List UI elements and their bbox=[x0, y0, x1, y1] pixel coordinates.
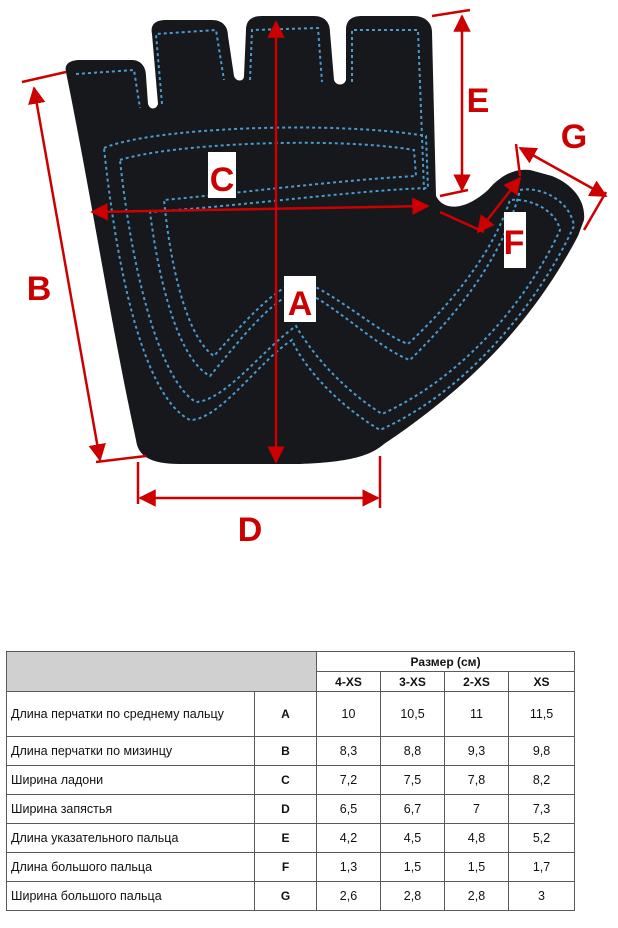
measure-value: 7,5 bbox=[381, 766, 445, 795]
measure-name: Длина перчатки по мизинцу bbox=[7, 737, 255, 766]
label-a: A bbox=[287, 285, 313, 323]
measure-letter: A bbox=[255, 692, 317, 737]
measure-value: 4,5 bbox=[381, 824, 445, 853]
label-b: B bbox=[26, 270, 52, 308]
measure-value: 2,8 bbox=[381, 882, 445, 911]
header-blank bbox=[7, 652, 317, 692]
measure-name: Ширина запястья bbox=[7, 795, 255, 824]
label-e: E bbox=[466, 82, 490, 120]
measure-value: 7 bbox=[445, 795, 509, 824]
table-row bbox=[7, 882, 575, 911]
measure-value: 10,5 bbox=[381, 692, 445, 737]
measure-letter: B bbox=[255, 737, 317, 766]
table-row bbox=[7, 737, 575, 766]
measure-value: 9,8 bbox=[509, 737, 575, 766]
size-group-header: Размер (см) bbox=[317, 652, 575, 672]
table-row bbox=[7, 824, 575, 853]
size-chart-table bbox=[6, 651, 575, 911]
label-g: G bbox=[560, 118, 588, 156]
label-c: C bbox=[209, 161, 235, 199]
measure-name: Ширина ладони bbox=[7, 766, 255, 795]
measure-letter: G bbox=[255, 882, 317, 911]
size-header: 2-XS bbox=[445, 672, 509, 692]
measure-value: 8,3 bbox=[317, 737, 381, 766]
measure-value: 1,3 bbox=[317, 853, 381, 882]
measure-value: 7,8 bbox=[445, 766, 509, 795]
label-d: D bbox=[237, 511, 263, 549]
measure-name: Длина перчатки по среднему пальцу bbox=[7, 692, 255, 737]
size-header: 3-XS bbox=[381, 672, 445, 692]
measure-value: 1,5 bbox=[445, 853, 509, 882]
measure-value: 2,8 bbox=[445, 882, 509, 911]
measure-value: 4,2 bbox=[317, 824, 381, 853]
size-header: XS bbox=[509, 672, 575, 692]
measure-value: 7,2 bbox=[317, 766, 381, 795]
measure-value: 11,5 bbox=[509, 692, 575, 737]
measure-letter: E bbox=[255, 824, 317, 853]
measure-name: Ширина большого пальца bbox=[7, 882, 255, 911]
measure-value: 1,7 bbox=[509, 853, 575, 882]
table-row bbox=[7, 853, 575, 882]
label-f: F bbox=[503, 224, 525, 262]
measure-value: 6,5 bbox=[317, 795, 381, 824]
measure-letter: C bbox=[255, 766, 317, 795]
measure-value: 8,2 bbox=[509, 766, 575, 795]
table-row bbox=[7, 766, 575, 795]
measure-value: 3 bbox=[509, 882, 575, 911]
measure-name: Длина указательного пальца bbox=[7, 824, 255, 853]
measure-value: 10 bbox=[317, 692, 381, 737]
table-row bbox=[7, 692, 575, 737]
size-header: 4-XS bbox=[317, 672, 381, 692]
measure-value: 6,7 bbox=[381, 795, 445, 824]
measure-value: 7,3 bbox=[509, 795, 575, 824]
measure-value: 1,5 bbox=[381, 853, 445, 882]
measure-letter: D bbox=[255, 795, 317, 824]
measure-value: 2,6 bbox=[317, 882, 381, 911]
measure-value: 4,8 bbox=[445, 824, 509, 853]
measure-value: 5,2 bbox=[509, 824, 575, 853]
measure-value: 11 bbox=[445, 692, 509, 737]
measure-name: Длина большого пальца bbox=[7, 853, 255, 882]
table-row bbox=[7, 795, 575, 824]
measure-value: 9,3 bbox=[445, 737, 509, 766]
measure-value: 8,8 bbox=[381, 737, 445, 766]
measure-letter: F bbox=[255, 853, 317, 882]
